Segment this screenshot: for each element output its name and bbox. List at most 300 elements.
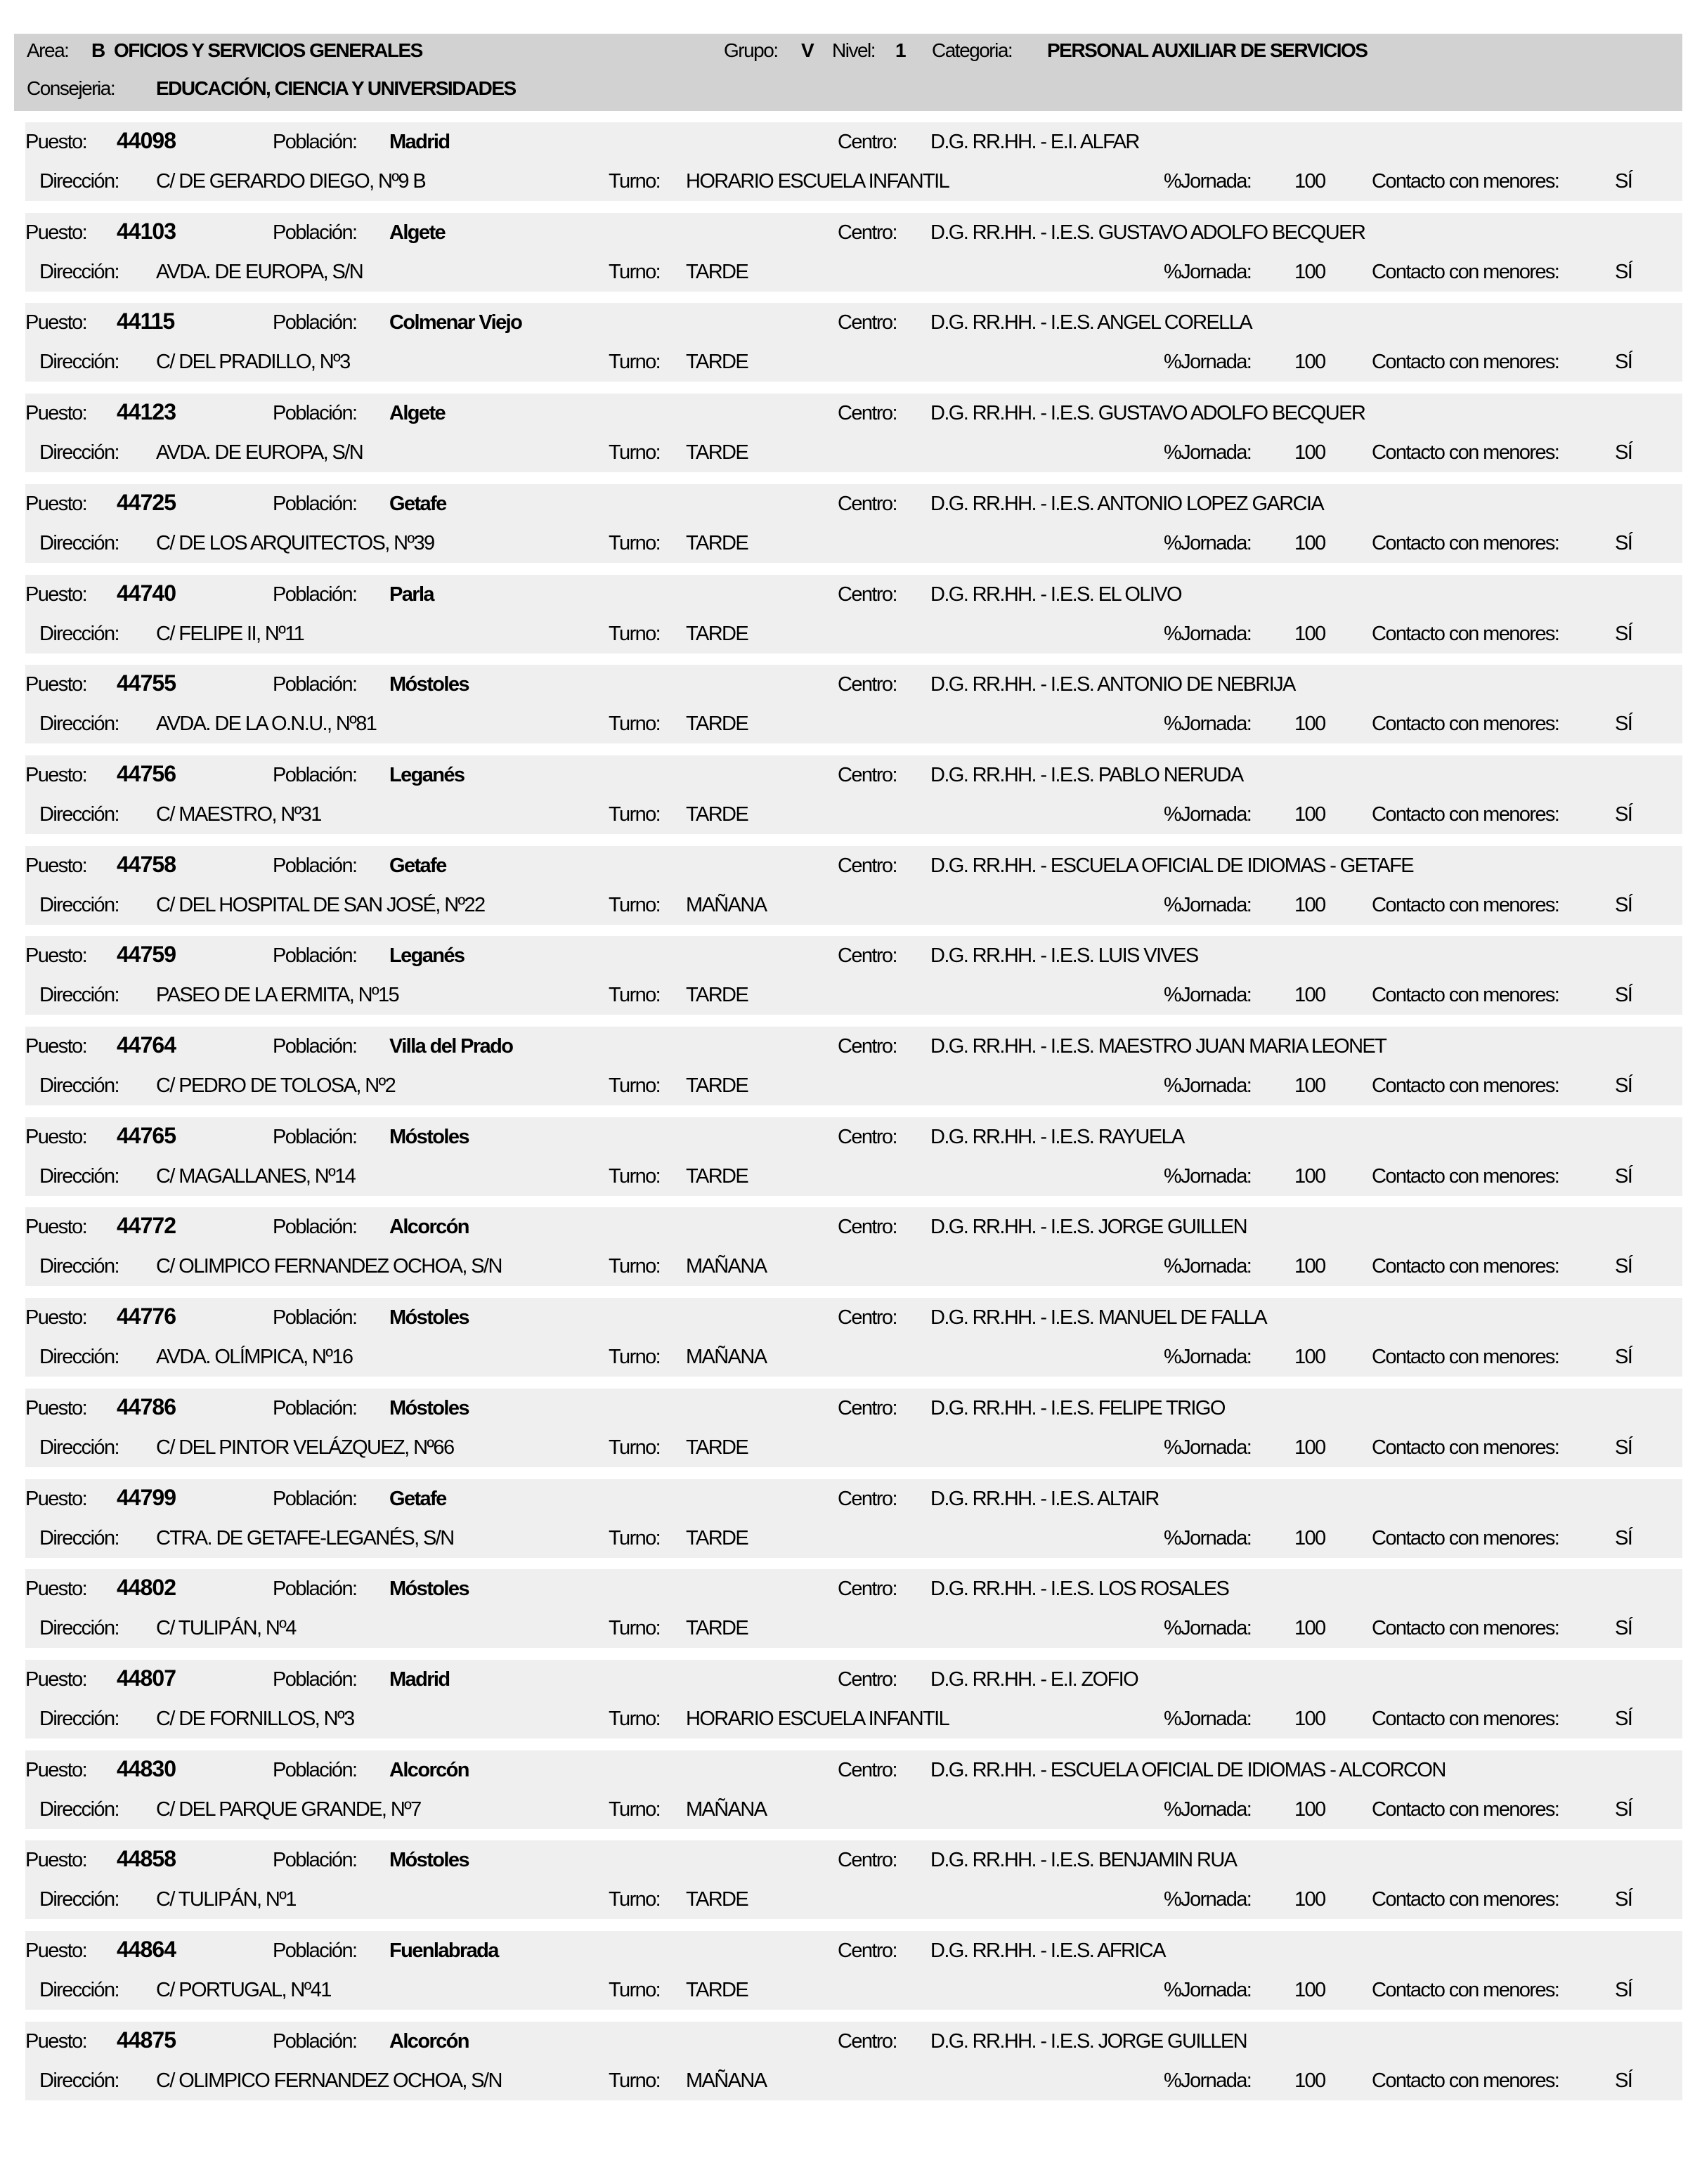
- direccion-label: Dirección:: [39, 984, 119, 1007]
- record-line-2: [25, 1970, 1682, 2010]
- turno-value: TARDE: [686, 984, 748, 1007]
- direccion-label: Dirección:: [39, 1979, 119, 2001]
- centro-label: Centro:: [838, 311, 897, 334]
- poblacion-value: Móstoles: [389, 1578, 469, 1601]
- turno-value: TARDE: [686, 1526, 748, 1549]
- centro-value: D.G. RR.HH. - I.E.S. LUIS VIVES: [930, 944, 1198, 968]
- jornada-label: %Jornada:: [1164, 1436, 1252, 1459]
- turno-label: Turno:: [609, 1979, 661, 2001]
- record-row: [0, 573, 1695, 663]
- record-line-2: [25, 885, 1682, 925]
- poblacion-value: Getafe: [389, 492, 446, 515]
- record-line-1: [25, 846, 1682, 885]
- direccion-value: C/ OLIMPICO FERNANDEZ OCHOA, S/N: [156, 1255, 502, 1278]
- direccion-value: C/ DEL PARQUE GRANDE, Nº7: [156, 1798, 421, 1821]
- puesto-number: 44098: [117, 128, 176, 153]
- puesto-label: Puesto:: [25, 583, 87, 606]
- centro-value: D.G. RR.HH. - I.E.S. ANGEL CORELLA: [930, 311, 1252, 334]
- centro-label: Centro:: [838, 1668, 897, 1691]
- centro-label: Centro:: [838, 1939, 897, 1962]
- turno-value: TARDE: [686, 1979, 748, 2001]
- record-row: [0, 754, 1695, 844]
- contacto-label: Contacto con menores:: [1372, 713, 1559, 736]
- turno-value: TARDE: [686, 260, 748, 283]
- contacto-value: SÍ: [1615, 1526, 1632, 1549]
- jornada-value: 100: [1294, 1798, 1325, 1821]
- contacto-label: Contacto con menores:: [1372, 1526, 1559, 1549]
- poblacion-label: Población:: [273, 673, 357, 696]
- centro-label: Centro:: [838, 1125, 897, 1148]
- puesto-label: Puesto:: [25, 1758, 87, 1781]
- puesto-number: 44864: [117, 1937, 176, 1962]
- poblacion-label: Población:: [273, 1125, 357, 1148]
- jornada-value: 100: [1294, 802, 1325, 826]
- poblacion-label: Población:: [273, 1668, 357, 1691]
- poblacion-value: Móstoles: [389, 673, 469, 696]
- centro-value: D.G. RR.HH. - I.E.S. BENJAMIN RUA: [930, 1849, 1237, 1872]
- record-row: [0, 301, 1695, 391]
- puesto-number: 44103: [117, 218, 176, 244]
- poblacion-value: Getafe: [389, 1487, 446, 1510]
- puesto-label: Puesto:: [25, 944, 87, 968]
- jornada-label: %Jornada:: [1164, 1164, 1252, 1188]
- jornada-value: 100: [1294, 893, 1325, 916]
- direccion-value: AVDA. DE LA O.N.U., Nº81: [156, 713, 377, 736]
- direccion-value: C/ PORTUGAL, Nº41: [156, 1979, 331, 2001]
- record-row: [0, 1478, 1695, 1568]
- contacto-label: Contacto con menores:: [1372, 170, 1559, 193]
- centro-label: Centro:: [838, 944, 897, 968]
- centro-value: D.G. RR.HH. - E.I. ZOFIO: [930, 1668, 1138, 1691]
- record-line-2: [25, 433, 1682, 472]
- puesto-number: 44115: [117, 308, 175, 334]
- record-line-1: [25, 213, 1682, 252]
- record-line-1: [25, 303, 1682, 342]
- turno-label: Turno:: [609, 1707, 661, 1730]
- jornada-label: %Jornada:: [1164, 531, 1252, 554]
- record-line-1: [25, 1389, 1682, 1428]
- puesto-label: Puesto:: [25, 1216, 87, 1239]
- direccion-value: C/ TULIPÁN, Nº1: [156, 1888, 296, 1911]
- turno-value: MAÑANA: [686, 1346, 767, 1369]
- record-line-1: [25, 936, 1682, 975]
- contacto-value: SÍ: [1615, 351, 1632, 374]
- centro-value: D.G. RR.HH. - I.E.S. EL OLIVO: [930, 583, 1181, 606]
- record-row: [0, 1568, 1695, 1658]
- puesto-label: Puesto:: [25, 131, 87, 153]
- jornada-value: 100: [1294, 441, 1325, 464]
- turno-label: Turno:: [609, 1798, 661, 1821]
- puesto-label: Puesto:: [25, 1396, 87, 1419]
- jornada-label: %Jornada:: [1164, 260, 1252, 283]
- record-line-2: [25, 1608, 1682, 1648]
- record-row: [0, 1025, 1695, 1115]
- jornada-value: 100: [1294, 1707, 1325, 1730]
- jornada-value: 100: [1294, 531, 1325, 554]
- turno-value: TARDE: [686, 1074, 748, 1097]
- centro-label: Centro:: [838, 763, 897, 786]
- jornada-value: 100: [1294, 1617, 1325, 1640]
- record-line-2: [25, 1699, 1682, 1738]
- jornada-value: 100: [1294, 170, 1325, 193]
- record-line-1: [25, 665, 1682, 704]
- poblacion-label: Población:: [273, 1396, 357, 1419]
- direccion-label: Dirección:: [39, 1074, 119, 1097]
- record-row: [0, 483, 1695, 573]
- poblacion-value: Algete: [389, 402, 446, 425]
- poblacion-label: Población:: [273, 583, 357, 606]
- centro-value: D.G. RR.HH. - I.E.S. MANUEL DE FALLA: [930, 1306, 1266, 1330]
- record-line-2: [25, 795, 1682, 834]
- turno-label: Turno:: [609, 984, 661, 1007]
- contacto-value: SÍ: [1615, 170, 1632, 193]
- turno-value: MAÑANA: [686, 1255, 767, 1278]
- direccion-label: Dirección:: [39, 1526, 119, 1549]
- jornada-label: %Jornada:: [1164, 170, 1252, 193]
- record-row: [0, 1658, 1695, 1748]
- record-line-1: [25, 1840, 1682, 1880]
- turno-label: Turno:: [609, 170, 661, 193]
- document-header: [14, 34, 1682, 111]
- poblacion-value: Alcorcón: [389, 1216, 469, 1239]
- jornada-value: 100: [1294, 713, 1325, 736]
- puesto-number: 44830: [117, 1755, 176, 1781]
- puesto-number: 44786: [117, 1393, 176, 1419]
- jornada-label: %Jornada:: [1164, 984, 1252, 1007]
- centro-value: D.G. RR.HH. - I.E.S. PABLO NERUDA: [930, 763, 1243, 786]
- puesto-number: 44740: [117, 580, 176, 606]
- record-line-2: [25, 2061, 1682, 2100]
- direccion-value: C/ DEL HOSPITAL DE SAN JOSÉ, Nº22: [156, 893, 485, 916]
- area-code: B: [91, 39, 105, 61]
- contacto-value: SÍ: [1615, 2069, 1632, 2092]
- direccion-label: Dirección:: [39, 1346, 119, 1369]
- puesto-number: 44875: [117, 2027, 176, 2053]
- jornada-value: 100: [1294, 1074, 1325, 1097]
- jornada-value: 100: [1294, 2069, 1325, 2092]
- centro-value: D.G. RR.HH. - I.E.S. ANTONIO LOPEZ GARCIA: [930, 492, 1324, 515]
- turno-label: Turno:: [609, 1255, 661, 1278]
- direccion-label: Dirección:: [39, 441, 119, 464]
- puesto-label: Puesto:: [25, 854, 87, 877]
- turno-value: TARDE: [686, 622, 748, 645]
- turno-label: Turno:: [609, 1346, 661, 1369]
- nivel-label: Nivel:: [832, 39, 876, 61]
- puesto-number: 44776: [117, 1304, 176, 1330]
- jornada-value: 100: [1294, 351, 1325, 374]
- contacto-value: SÍ: [1615, 1888, 1632, 1911]
- contacto-value: SÍ: [1615, 531, 1632, 554]
- poblacion-label: Población:: [273, 221, 357, 244]
- centro-value: D.G. RR.HH. - I.E.S. JORGE GUILLEN: [930, 2029, 1247, 2053]
- record-line-2: [25, 1337, 1682, 1377]
- jornada-label: %Jornada:: [1164, 802, 1252, 826]
- centro-label: Centro:: [838, 1306, 897, 1330]
- turno-value: TARDE: [686, 351, 748, 374]
- poblacion-label: Población:: [273, 1035, 357, 1058]
- turno-value: TARDE: [686, 1164, 748, 1188]
- centro-value: D.G. RR.HH. - I.E.S. GUSTAVO ADOLFO BECQUER: [930, 402, 1365, 425]
- centro-value: D.G. RR.HH. - I.E.S. GUSTAVO ADOLFO BECQUER: [930, 221, 1365, 244]
- direccion-value: C/ MAESTRO, Nº31: [156, 802, 321, 826]
- contacto-value: SÍ: [1615, 1346, 1632, 1369]
- record-row: [0, 663, 1695, 753]
- contacto-label: Contacto con menores:: [1372, 531, 1559, 554]
- poblacion-value: Alcorcón: [389, 1758, 469, 1781]
- jornada-label: %Jornada:: [1164, 2069, 1252, 2092]
- jornada-label: %Jornada:: [1164, 1979, 1252, 2001]
- contacto-label: Contacto con menores:: [1372, 1164, 1559, 1188]
- puesto-number: 44799: [117, 1484, 176, 1510]
- record-row: [0, 1296, 1695, 1386]
- record-line-1: [25, 1207, 1682, 1247]
- poblacion-value: Móstoles: [389, 1306, 469, 1330]
- direccion-label: Dirección:: [39, 2069, 119, 2092]
- contacto-label: Contacto con menores:: [1372, 1255, 1559, 1278]
- turno-label: Turno:: [609, 802, 661, 826]
- puesto-label: Puesto:: [25, 492, 87, 515]
- consejeria-label: Consejeria:: [27, 77, 115, 99]
- jornada-label: %Jornada:: [1164, 441, 1252, 464]
- direccion-value: C/ OLIMPICO FERNANDEZ OCHOA, S/N: [156, 2069, 502, 2092]
- contacto-label: Contacto con menores:: [1372, 802, 1559, 826]
- jornada-label: %Jornada:: [1164, 351, 1252, 374]
- contacto-value: SÍ: [1615, 1255, 1632, 1278]
- centro-value: D.G. RR.HH. - I.E.S. MAESTRO JUAN MARIA LEONET: [930, 1035, 1386, 1058]
- poblacion-value: Móstoles: [389, 1849, 469, 1872]
- poblacion-value: Madrid: [389, 131, 450, 153]
- direccion-value: C/ MAGALLANES, Nº14: [156, 1164, 356, 1188]
- record-line-2: [25, 1519, 1682, 1558]
- direccion-label: Dirección:: [39, 351, 119, 374]
- jornada-label: %Jornada:: [1164, 1888, 1252, 1911]
- record-line-2: [25, 1247, 1682, 1286]
- contacto-label: Contacto con menores:: [1372, 1436, 1559, 1459]
- turno-value: HORARIO ESCUELA INFANTIL: [686, 170, 949, 193]
- puesto-label: Puesto:: [25, 1849, 87, 1872]
- contacto-value: SÍ: [1615, 713, 1632, 736]
- jornada-value: 100: [1294, 1255, 1325, 1278]
- centro-value: D.G. RR.HH. - I.E.S. RAYUELA: [930, 1125, 1184, 1148]
- centro-value: D.G. RR.HH. - I.E.S. AFRICA: [930, 1939, 1165, 1962]
- turno-value: TARDE: [686, 531, 748, 554]
- record-line-1: [25, 1660, 1682, 1699]
- direccion-value: C/ PEDRO DE TOLOSA, Nº2: [156, 1074, 396, 1097]
- record-line-1: [25, 755, 1682, 795]
- poblacion-value: Colmenar Viejo: [389, 311, 522, 334]
- record-row: [0, 1387, 1695, 1477]
- turno-label: Turno:: [609, 1888, 661, 1911]
- contacto-label: Contacto con menores:: [1372, 1888, 1559, 1911]
- jornada-value: 100: [1294, 1526, 1325, 1549]
- direccion-value: AVDA. OLÍMPICA, Nº16: [156, 1346, 353, 1369]
- record-row: [0, 935, 1695, 1025]
- centro-label: Centro:: [838, 131, 897, 153]
- contacto-label: Contacto con menores:: [1372, 1346, 1559, 1369]
- record-line-1: [25, 575, 1682, 614]
- puesto-label: Puesto:: [25, 1487, 87, 1510]
- turno-label: Turno:: [609, 1526, 661, 1549]
- centro-label: Centro:: [838, 673, 897, 696]
- poblacion-value: Leganés: [389, 944, 465, 968]
- record-row: [0, 1749, 1695, 1839]
- jornada-value: 100: [1294, 1164, 1325, 1188]
- puesto-label: Puesto:: [25, 1306, 87, 1330]
- puesto-label: Puesto:: [25, 311, 87, 334]
- direccion-label: Dirección:: [39, 1255, 119, 1278]
- centro-label: Centro:: [838, 492, 897, 515]
- puesto-label: Puesto:: [25, 763, 87, 786]
- turno-value: MAÑANA: [686, 893, 767, 916]
- puesto-label: Puesto:: [25, 2029, 87, 2053]
- consejeria-value: EDUCACIÓN, CIENCIA Y UNIVERSIDADES: [156, 77, 516, 99]
- poblacion-label: Población:: [273, 1758, 357, 1781]
- contacto-value: SÍ: [1615, 260, 1632, 283]
- contacto-label: Contacto con menores:: [1372, 441, 1559, 464]
- puesto-label: Puesto:: [25, 1035, 87, 1058]
- contacto-label: Contacto con menores:: [1372, 1707, 1559, 1730]
- centro-label: Centro:: [838, 1396, 897, 1419]
- centro-label: Centro:: [838, 1849, 897, 1872]
- record-row: [0, 2020, 1695, 2110]
- direccion-value: C/ DEL PINTOR VELÁZQUEZ, Nº66: [156, 1436, 454, 1459]
- direccion-label: Dirección:: [39, 1617, 119, 1640]
- jornada-label: %Jornada:: [1164, 1617, 1252, 1640]
- contacto-value: SÍ: [1615, 1436, 1632, 1459]
- poblacion-value: Móstoles: [389, 1396, 469, 1419]
- poblacion-value: Fuenlabrada: [389, 1939, 498, 1962]
- jornada-value: 100: [1294, 1979, 1325, 2001]
- record-row: [0, 1930, 1695, 2020]
- poblacion-value: Getafe: [389, 854, 446, 877]
- poblacion-label: Población:: [273, 1849, 357, 1872]
- turno-value: MAÑANA: [686, 2069, 767, 2092]
- turno-label: Turno:: [609, 713, 661, 736]
- direccion-label: Dirección:: [39, 893, 119, 916]
- direccion-value: CTRA. DE GETAFE-LEGANÉS, S/N: [156, 1526, 454, 1549]
- direccion-value: AVDA. DE EUROPA, S/N: [156, 260, 363, 283]
- jornada-label: %Jornada:: [1164, 713, 1252, 736]
- jornada-label: %Jornada:: [1164, 1707, 1252, 1730]
- poblacion-label: Población:: [273, 2029, 357, 2053]
- turno-value: TARDE: [686, 1617, 748, 1640]
- direccion-value: PASEO DE LA ERMITA, Nº15: [156, 984, 399, 1007]
- direccion-label: Dirección:: [39, 531, 119, 554]
- centro-value: D.G. RR.HH. - I.E.S. JORGE GUILLEN: [930, 1216, 1247, 1239]
- poblacion-value: Leganés: [389, 763, 465, 786]
- turno-value: TARDE: [686, 713, 748, 736]
- record-line-2: [25, 1790, 1682, 1829]
- contacto-value: SÍ: [1615, 622, 1632, 645]
- record-line-1: [25, 122, 1682, 162]
- record-line-1: [25, 394, 1682, 433]
- jornada-label: %Jornada:: [1164, 1255, 1252, 1278]
- puesto-label: Puesto:: [25, 1668, 87, 1691]
- contacto-label: Contacto con menores:: [1372, 1074, 1559, 1097]
- poblacion-label: Población:: [273, 1216, 357, 1239]
- centro-value: D.G. RR.HH. - I.E.S. FELIPE TRIGO: [930, 1396, 1225, 1419]
- poblacion-label: Población:: [273, 944, 357, 968]
- centro-label: Centro:: [838, 854, 897, 877]
- contacto-value: SÍ: [1615, 802, 1632, 826]
- direccion-value: AVDA. DE EUROPA, S/N: [156, 441, 363, 464]
- record-row: [0, 1116, 1695, 1206]
- categoria-value: PERSONAL AUXILIAR DE SERVICIOS: [1047, 39, 1368, 61]
- direccion-value: C/ DE LOS ARQUITECTOS, Nº39: [156, 531, 434, 554]
- direccion-label: Dirección:: [39, 170, 119, 193]
- categoria-label: Categoria:: [932, 39, 1013, 61]
- centro-label: Centro:: [838, 402, 897, 425]
- centro-label: Centro:: [838, 1035, 897, 1058]
- record-row: [0, 392, 1695, 482]
- record-line-1: [25, 1569, 1682, 1608]
- jornada-value: 100: [1294, 984, 1325, 1007]
- poblacion-label: Población:: [273, 311, 357, 334]
- centro-label: Centro:: [838, 221, 897, 244]
- poblacion-value: Madrid: [389, 1668, 450, 1691]
- puesto-number: 44755: [117, 670, 176, 696]
- poblacion-value: Móstoles: [389, 1125, 469, 1148]
- puesto-number: 44756: [117, 760, 176, 786]
- record-line-1: [25, 2022, 1682, 2061]
- turno-label: Turno:: [609, 1436, 661, 1459]
- contacto-label: Contacto con menores:: [1372, 351, 1559, 374]
- puesto-number: 44759: [117, 942, 176, 968]
- direccion-label: Dirección:: [39, 260, 119, 283]
- jornada-value: 100: [1294, 1436, 1325, 1459]
- record-line-2: [25, 1880, 1682, 1919]
- turno-value: TARDE: [686, 802, 748, 826]
- centro-value: D.G. RR.HH. - ESCUELA OFICIAL DE IDIOMAS - ALCORCON: [930, 1758, 1446, 1781]
- centro-label: Centro:: [838, 1216, 897, 1239]
- centro-value: D.G. RR.HH. - E.I. ALFAR: [930, 131, 1139, 153]
- turno-value: TARDE: [686, 1888, 748, 1911]
- centro-value: D.G. RR.HH. - I.E.S. LOS ROSALES: [930, 1578, 1229, 1601]
- puesto-label: Puesto:: [25, 1578, 87, 1601]
- poblacion-value: Alcorcón: [389, 2029, 469, 2053]
- direccion-label: Dirección:: [39, 1436, 119, 1459]
- record-line-1: [25, 1931, 1682, 1970]
- turno-value: HORARIO ESCUELA INFANTIL: [686, 1707, 949, 1730]
- jornada-label: %Jornada:: [1164, 1798, 1252, 1821]
- jornada-value: 100: [1294, 260, 1325, 283]
- direccion-label: Dirección:: [39, 713, 119, 736]
- puesto-number: 44772: [117, 1213, 176, 1239]
- contacto-value: SÍ: [1615, 1707, 1632, 1730]
- jornada-label: %Jornada:: [1164, 622, 1252, 645]
- direccion-value: C/ DE FORNILLOS, Nº3: [156, 1707, 354, 1730]
- centro-label: Centro:: [838, 1578, 897, 1601]
- turno-value: TARDE: [686, 1436, 748, 1459]
- poblacion-value: Parla: [389, 583, 434, 606]
- puesto-label: Puesto:: [25, 402, 87, 425]
- area-label: Area:: [27, 39, 69, 61]
- grupo-value: V: [801, 39, 814, 61]
- direccion-label: Dirección:: [39, 1888, 119, 1911]
- turno-label: Turno:: [609, 351, 661, 374]
- record-line-2: [25, 342, 1682, 382]
- contacto-label: Contacto con menores:: [1372, 1798, 1559, 1821]
- nivel-value: 1: [895, 39, 906, 61]
- contacto-value: SÍ: [1615, 1979, 1632, 2001]
- contacto-value: SÍ: [1615, 893, 1632, 916]
- puesto-label: Puesto:: [25, 1125, 87, 1148]
- puesto-number: 44725: [117, 489, 176, 515]
- record-row: [0, 1206, 1695, 1296]
- contacto-value: SÍ: [1615, 1074, 1632, 1097]
- poblacion-label: Población:: [273, 131, 357, 153]
- record-row: [0, 1839, 1695, 1929]
